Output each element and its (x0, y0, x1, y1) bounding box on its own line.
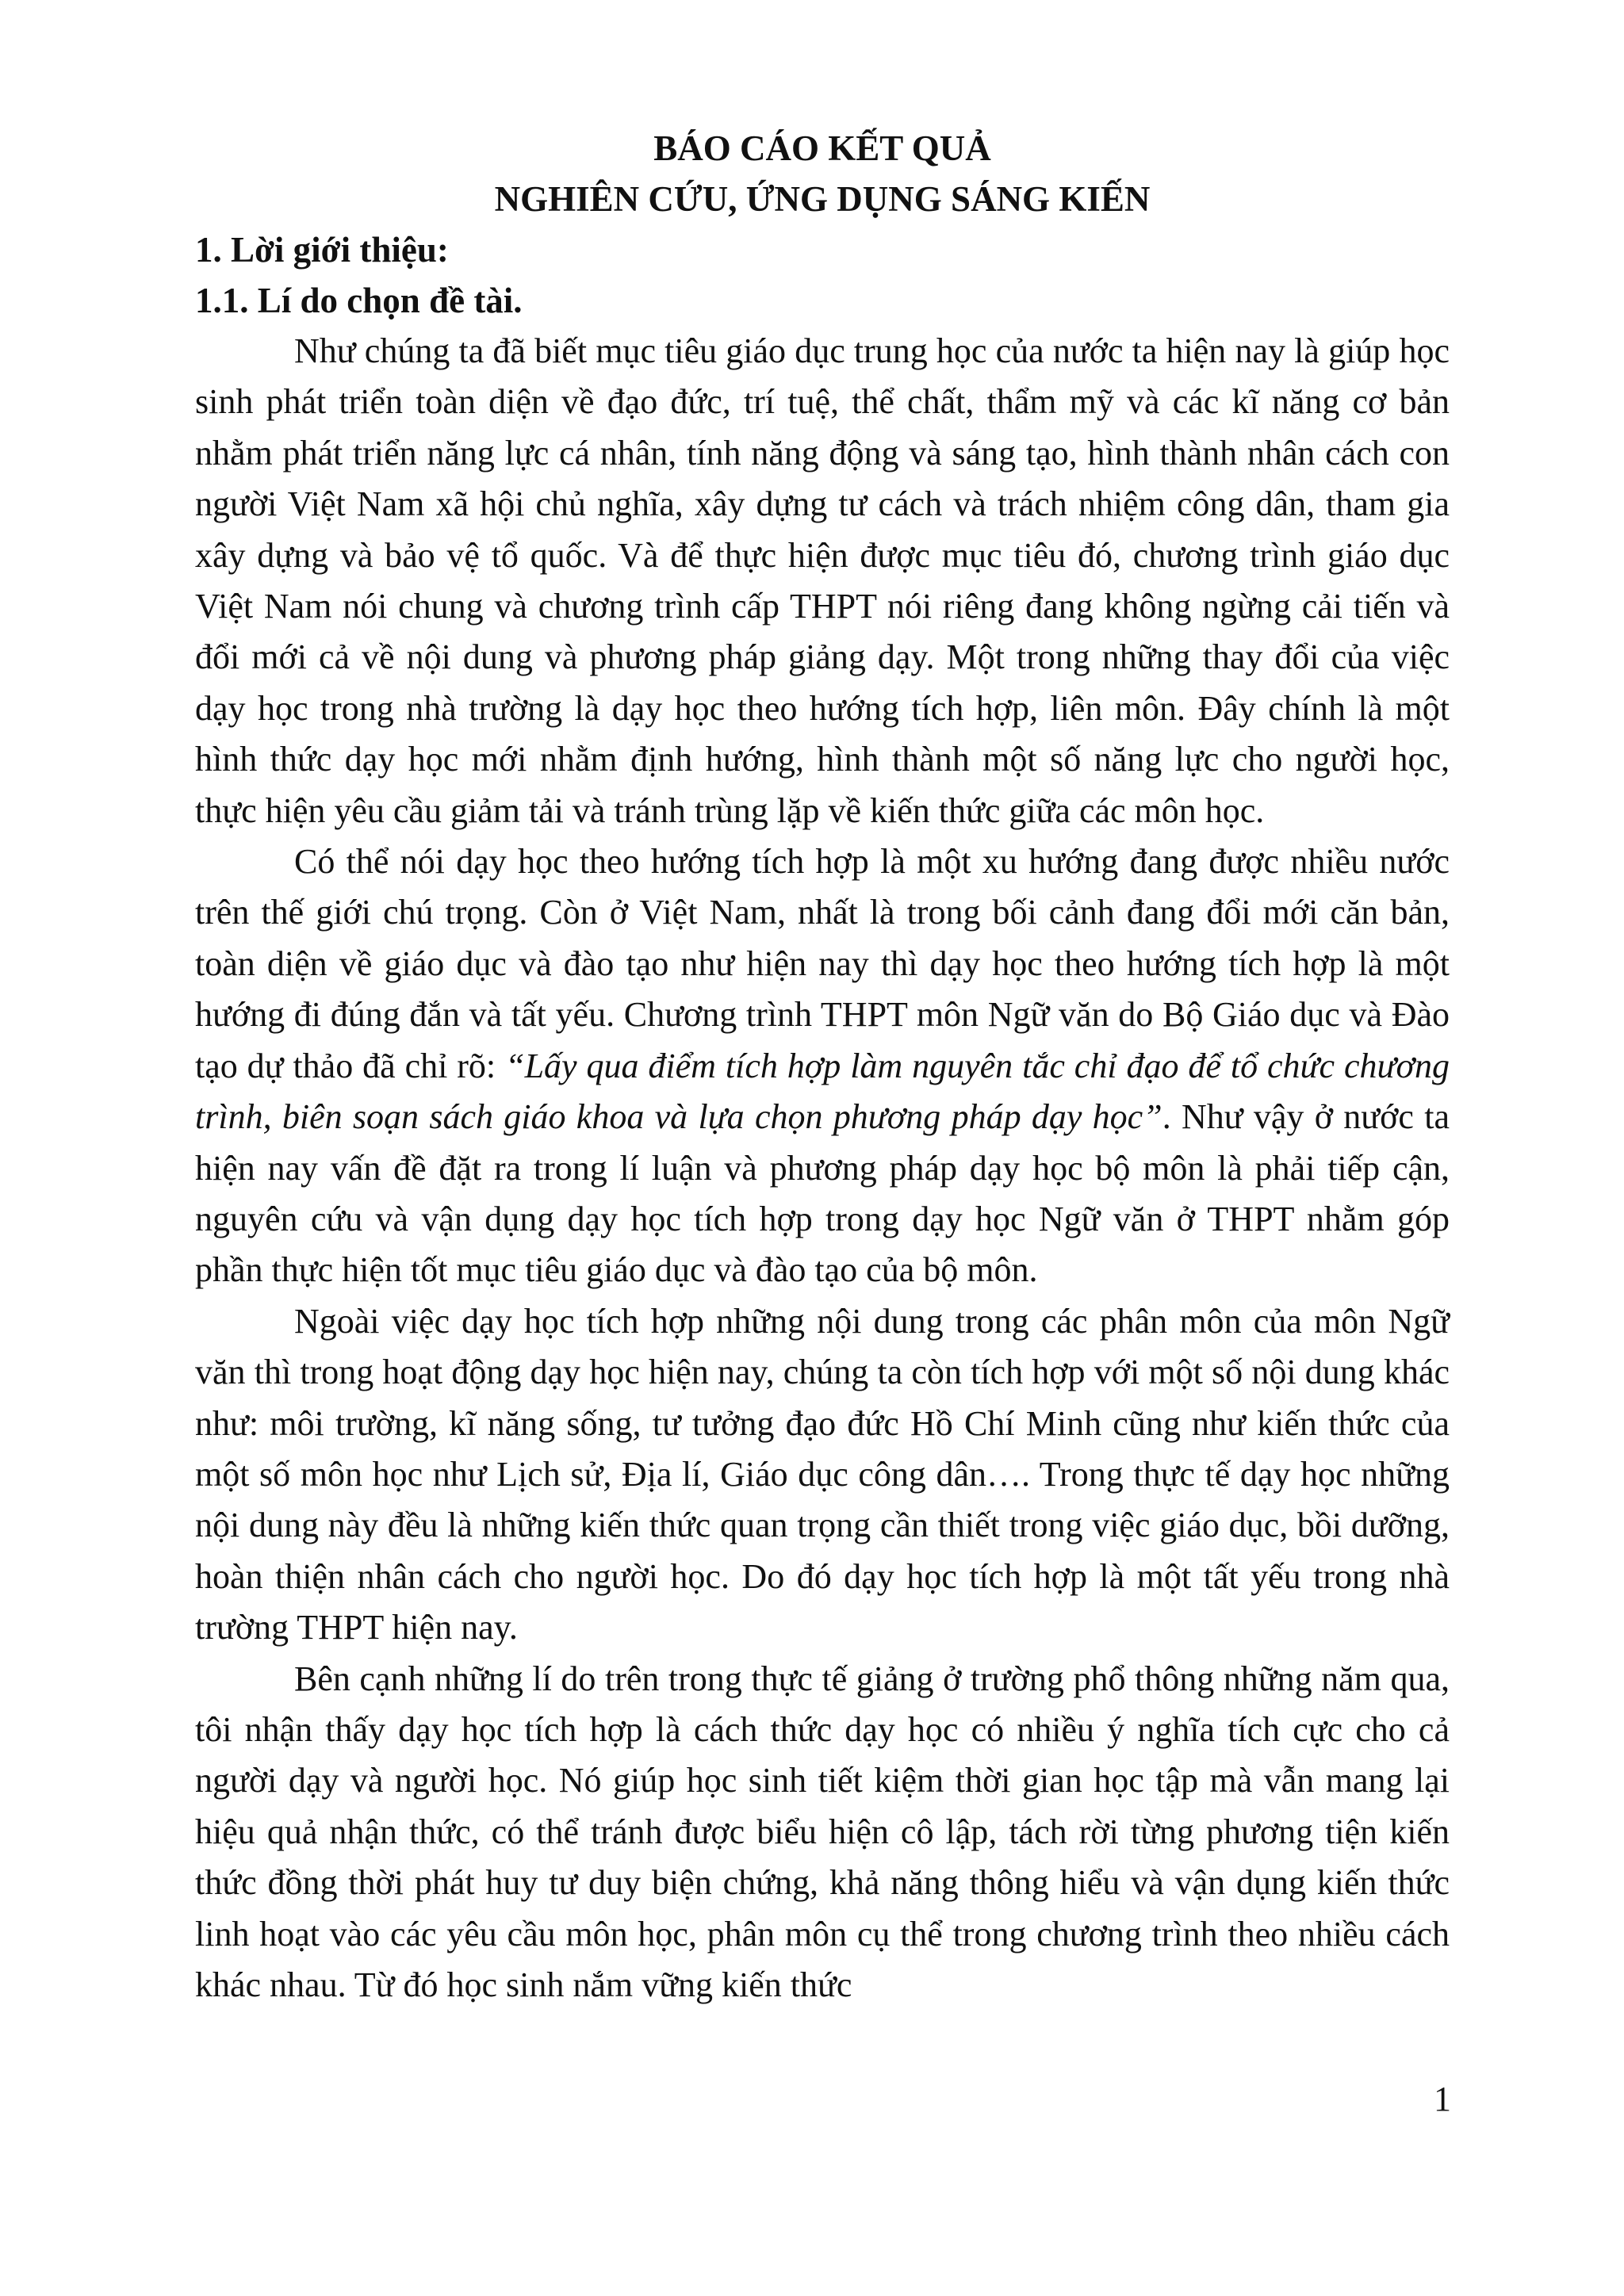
paragraph-2 (195, 836, 1450, 1296)
paragraph-3: Ngoài việc dạy học tích hợp những nội dung trong các phân môn của môn Ngữ văn thì trong hoạt động dạy học hiện nay, chúng ta còn tích hợp với một số nội dung khác như: môi trường, kĩ năng sống, tư tưởng đạo đức Hồ Chí Minh cũng như kiến thức của một số môn học như Lịch sử, Địa lí, Giáo dục công dân…. Trong thực tế dạy học những nội dung này đều là những kiến thức quan trọng cần thiết trong việc giáo dục, bồi dưỡng, hoàn thiện nhân cách cho người học. Do đó dạy học tích hợp là một tất yếu trong nhà trường THPT hiện nay. (195, 1301, 1450, 1647)
section-heading-1-1: 1.1. Lí do chọn đề tài. (195, 281, 523, 320)
paragraph-2-quote: “Lấy qua điểm tích hợp làm nguyên tắc chỉ đạo để tổ chức chương trình, biên soạn sách giáo khoa và lựa chọn phương pháp dạy học” (195, 1046, 1450, 1137)
report-title-line2: NGHIÊN CỨU, ỨNG DỤNG SÁNG KIẾN (494, 179, 1151, 219)
section-heading-1: 1. Lời giới thiệu: (195, 230, 449, 270)
page-content (195, 123, 1450, 2011)
paragraph-2-text-before: Có thể nói dạy học theo hướng tích hợp là một xu hướng đang được nhiều nước trên thế giới chú trọng. Còn ở Việt Nam, nhất là trong bối cảnh đang đổi mới căn bản, toàn diện về giáo dục và đào tạo như hiện nay thì dạy học theo hướng tích hợp là một hướng đi đúng đắn và tất yếu. Chương trình THPT môn Ngữ văn do Bộ Giáo dục và Đào tạo dự thảo đã chỉ rõ: (195, 842, 1450, 1085)
page-number: 1 (1434, 2080, 1451, 2118)
report-title-line1: BÁO CÁO KẾT QUẢ (653, 128, 991, 168)
paragraph-2-text-after: . Như vậy ở nước ta hiện nay vấn đề đặt ra trong lí luận và phương pháp dạy học bộ môn là phải tiếp cận, nguyên cứu và vận dụng dạy học tích hợp trong dạy học Ngữ văn ở THPT nhằm góp phần thực hiện tốt mục tiêu giáo dục và đào tạo của bộ môn. (195, 1097, 1450, 1290)
paragraph-4: Bên cạnh những lí do trên trong thực tế giảng ở trường phổ thông những năm qua, tôi nhận thấy dạy học tích hợp là cách thức dạy học có nhiều ý nghĩa tích cực cho cả người dạy và người học. Nó giúp học sinh tiết kiệm thời gian học tập mà vẫn mang lại hiệu quả nhận thức, có thể tránh được biểu hiện cô lập, tách rời từng phương tiện kiến thức đồng thời phát huy tư duy biện chứng, khả năng thông hiểu và vận dụng kiến thức linh hoạt vào các yêu cầu môn học, phân môn cụ thể trong chương trình theo nhiều cách khác nhau. Từ đó học sinh nắm vững kiến thức (195, 1659, 1450, 2004)
paragraph-1: Như chúng ta đã biết mục tiêu giáo dục trung học của nước ta hiện nay là giúp học sinh phát triển toàn diện về đạo đức, trí tuệ, thể chất, thẩm mỹ và các kĩ năng cơ bản nhằm phát triển năng lực cá nhân, tính năng động và sáng tạo, hình thành nhân cách con người Việt Nam xã hội chủ nghĩa, xây dựng tư cách và trách nhiệm công dân, tham gia xây dựng và bảo vệ tổ quốc. Và để thực hiện được mục tiêu đó, chương trình giáo dục Việt Nam nói chung và chương trình cấp THPT nói riêng đang không ngừng cải tiến và đổi mới cả về nội dung và phương pháp giảng dạy. Một trong những thay đổi của việc dạy học trong nhà trường là dạy học theo hướng tích hợp, liên môn. Đây chính là một hình thức dạy học mới nhằm định hướng, hình thành một số năng lực cho người học, thực hiện yêu cầu giảm tải và tránh trùng lặp về kiến thức giữa các môn học. (195, 331, 1450, 830)
